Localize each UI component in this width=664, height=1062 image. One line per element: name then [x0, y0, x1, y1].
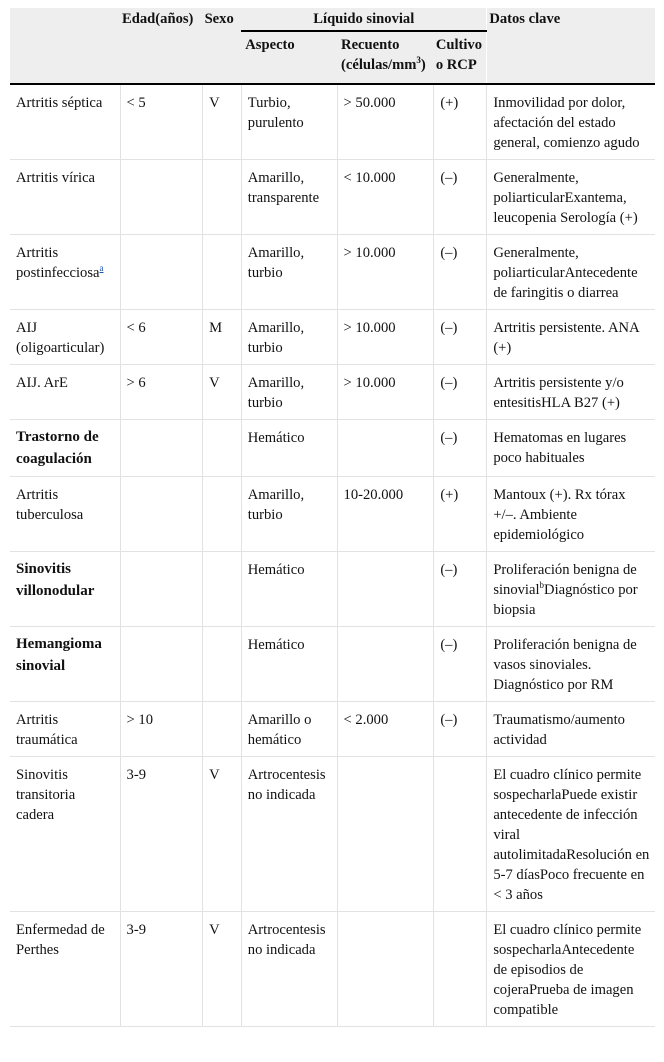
cell-sexo: [203, 235, 242, 310]
cell-datos: [487, 365, 655, 420]
cell-name-text: Sinovitis villonodular: [16, 561, 95, 599]
cell-edad: [120, 310, 203, 365]
table-row: [10, 702, 655, 757]
table-row: [10, 757, 655, 912]
cell-cultivo: [434, 160, 487, 235]
cell-recuento: [337, 310, 434, 365]
cell-aspecto-text: Hemático: [247, 562, 305, 578]
cell-cultivo-text: (–): [440, 320, 458, 336]
cell-recuento-text: < 10.000: [343, 170, 396, 186]
cell-datos-text: Artritis persistente y/o entesitisHLA B27 (+): [493, 375, 624, 411]
header-liquido-sinovial: Líquido sinovial: [241, 8, 487, 31]
cell-name-text: Enfermedad de Perthes: [16, 922, 105, 958]
cell-cultivo: [434, 310, 487, 365]
cell-sexo: [203, 310, 242, 365]
cell-datos-text: Generalmente, poliarticularExantema, leucopenia Serología (+): [493, 170, 638, 226]
cell-name: [10, 160, 120, 235]
cell-name-text: AIJ. ArE: [16, 375, 68, 391]
cell-datos: [487, 235, 655, 310]
cell-edad-text: < 5: [126, 95, 146, 111]
table-row: [10, 477, 655, 552]
cell-datos: [487, 552, 655, 627]
cell-aspecto: [241, 365, 337, 420]
cell-cultivo-text: (+): [440, 95, 459, 111]
cell-name-text: Artritis vírica: [16, 170, 96, 186]
cell-cultivo-text: (–): [440, 637, 458, 653]
cell-name: [10, 702, 120, 757]
cell-datos-text: Mantoux (+). Rx tórax +/–. Ambiente epidemiológico: [493, 487, 626, 543]
footnote-link[interactable]: a: [99, 263, 104, 274]
cell-sexo-text: V: [209, 767, 220, 783]
cell-name: [10, 84, 120, 160]
cell-sexo: [203, 477, 242, 552]
cell-cultivo-text: (–): [440, 562, 458, 578]
cell-datos-text: El cuadro clínico permite sospecharlaPuede existir antecedente de infección viral autolimitadaResolución en 5-7 díasPoco frecuente en < 3 años: [493, 767, 650, 903]
cell-recuento-text: > 10.000: [343, 245, 396, 261]
cell-cultivo: [434, 235, 487, 310]
cell-cultivo: [434, 757, 487, 912]
cell-recuento-text: > 10.000: [343, 375, 396, 391]
cell-cultivo-text: (–): [440, 375, 458, 391]
cell-name-text: Hemangioma sinovial: [16, 636, 102, 674]
cell-recuento-text: 10-20.000: [343, 487, 404, 503]
table-row: [10, 310, 655, 365]
cell-name-text: Trastorno de coagulación: [16, 429, 99, 467]
cell-cultivo-text: (–): [440, 170, 458, 186]
cell-sexo: [203, 160, 242, 235]
header-edad: Edad(años): [120, 8, 203, 84]
cell-cultivo-text: (–): [440, 712, 458, 728]
cell-cultivo: [434, 365, 487, 420]
header-sexo: Sexo: [203, 8, 242, 84]
cell-edad-text: 3-9: [126, 767, 146, 783]
table-row: [10, 420, 655, 477]
cell-recuento: [337, 552, 434, 627]
table-row: [10, 627, 655, 702]
cell-datos-text: El cuadro clínico permite sospecharlaAntecedente de episodios de cojeraPrueba de imagen compatible: [493, 922, 642, 1018]
cell-aspecto: [241, 420, 337, 477]
cell-datos: [487, 477, 655, 552]
cell-edad: [120, 912, 203, 1027]
header-recuento: [337, 31, 434, 84]
cell-datos-text: Traumatismo/aumento actividad: [493, 712, 625, 748]
cell-name: [10, 912, 120, 1027]
table-row: [10, 552, 655, 627]
cell-datos: [487, 420, 655, 477]
cell-edad: [120, 627, 203, 702]
cell-name: [10, 757, 120, 912]
cell-datos: [487, 84, 655, 160]
cell-edad: [120, 477, 203, 552]
cell-recuento-text: < 2.000: [343, 712, 389, 728]
cell-datos: [487, 627, 655, 702]
cell-name-text: AIJ (oligoarticular): [16, 320, 105, 356]
cell-edad: [120, 757, 203, 912]
cell-aspecto-text: Turbio, purulento: [247, 95, 304, 131]
table-row: [10, 365, 655, 420]
cell-name: [10, 627, 120, 702]
cell-aspecto: [241, 310, 337, 365]
cell-cultivo: [434, 552, 487, 627]
cell-datos: [487, 160, 655, 235]
cell-aspecto: [241, 235, 337, 310]
table-row: [10, 912, 655, 1027]
table-row: [10, 84, 655, 160]
cell-edad: [120, 365, 203, 420]
footnote-marker: b: [539, 580, 545, 591]
cell-datos-text: Inmovilidad por dolor, afectación del estado general, comienzo agudo: [493, 95, 640, 151]
cell-edad-text: < 6: [126, 320, 146, 336]
cell-recuento-text: > 10.000: [343, 320, 396, 336]
cell-sexo: [203, 702, 242, 757]
cell-aspecto-text: Hemático: [247, 637, 305, 653]
cell-cultivo: [434, 420, 487, 477]
cell-datos-text: Proliferación benigna de sinovial: [493, 562, 637, 598]
cell-cultivo-text: (–): [440, 430, 458, 446]
cell-datos-text: Artritis persistente. ANA (+): [493, 320, 639, 356]
table-row: [10, 160, 655, 235]
cell-aspecto-text: Artrocentesis no indicada: [247, 922, 326, 958]
cell-datos: [487, 310, 655, 365]
cell-aspecto-text: Amarillo, turbio: [247, 487, 305, 523]
cell-edad: [120, 702, 203, 757]
cell-aspecto: [241, 84, 337, 160]
cell-recuento: [337, 912, 434, 1027]
cell-sexo: [203, 757, 242, 912]
cell-cultivo: [434, 477, 487, 552]
table-body: [10, 84, 655, 1027]
cell-datos-text: Proliferación benigna de vasos sinoviales. Diagnóstico por RM: [493, 637, 637, 693]
cell-sexo: [203, 627, 242, 702]
cell-name: [10, 420, 120, 477]
cell-cultivo: [434, 627, 487, 702]
cell-cultivo-text: (–): [440, 245, 458, 261]
cell-edad: [120, 160, 203, 235]
cell-aspecto: [241, 477, 337, 552]
cell-aspecto: [241, 627, 337, 702]
cell-aspecto: [241, 912, 337, 1027]
cell-sexo-text: V: [209, 922, 220, 938]
cell-aspecto-text: Amarillo, turbio: [247, 320, 305, 356]
cell-edad-text: 3-9: [126, 922, 146, 938]
cell-recuento: [337, 420, 434, 477]
cell-datos-text-cont: Diagnóstico por biopsia: [493, 582, 638, 618]
cell-recuento: [337, 84, 434, 160]
cell-sexo-text: M: [209, 320, 223, 336]
cell-sexo: [203, 912, 242, 1027]
cell-edad-text: > 6: [126, 375, 146, 391]
header-recuento-c: ): [420, 57, 426, 73]
cell-aspecto-text: Amarillo, transparente: [247, 170, 320, 206]
cell-name-text: Artritis postinfecciosa: [16, 245, 100, 281]
cell-edad: [120, 235, 203, 310]
header-cultivo: Cultivo o RCP: [434, 31, 487, 84]
cell-aspecto-text: Amarillo, turbio: [247, 375, 305, 411]
cell-datos-text: Hematomas en lugares poco habituales: [493, 430, 627, 466]
cell-recuento: [337, 757, 434, 912]
cell-name: [10, 477, 120, 552]
cell-aspecto: [241, 702, 337, 757]
header-recuento-a: Recuento: [341, 37, 400, 53]
cell-cultivo-text: (+): [440, 487, 459, 503]
cell-edad: [120, 84, 203, 160]
cell-datos: [487, 757, 655, 912]
cell-name: [10, 310, 120, 365]
cell-recuento: [337, 365, 434, 420]
cell-name-text: Artritis traumática: [16, 712, 78, 748]
cell-name-text: Artritis séptica: [16, 95, 103, 111]
diagnostico-diferencial-table: [10, 8, 655, 1027]
header-aspecto: Aspecto: [241, 31, 337, 84]
header-enfermedad: [10, 8, 120, 84]
cell-name-text: Artritis tuberculosa: [16, 487, 84, 523]
cell-recuento: [337, 702, 434, 757]
cell-name: [10, 552, 120, 627]
cell-datos: [487, 702, 655, 757]
cell-name-text: Sinovitis transitoria cadera: [16, 767, 76, 823]
cell-cultivo: [434, 912, 487, 1027]
cell-sexo-text: V: [209, 375, 220, 391]
cell-aspecto-text: Artrocentesis no indicada: [247, 767, 326, 803]
cell-sexo: [203, 365, 242, 420]
cell-sexo: [203, 84, 242, 160]
cell-datos: [487, 912, 655, 1027]
table-row: [10, 235, 655, 310]
header-recuento-sup: 3: [416, 55, 421, 66]
cell-name: [10, 365, 120, 420]
cell-cultivo: [434, 702, 487, 757]
cell-edad: [120, 420, 203, 477]
cell-aspecto-text: Hemático: [247, 430, 305, 446]
cell-edad-text: > 10: [126, 712, 154, 728]
header-row-top: [10, 8, 655, 31]
cell-aspecto-text: Amarillo o hemático: [247, 712, 312, 748]
cell-recuento: [337, 235, 434, 310]
cell-name: [10, 235, 120, 310]
cell-recuento: [337, 627, 434, 702]
cell-datos-text: Generalmente, poliarticularAntecedente de faringitis o diarrea: [493, 245, 638, 301]
header-recuento-b: (células/mm: [341, 57, 417, 73]
cell-recuento-text: > 50.000: [343, 95, 396, 111]
cell-cultivo: [434, 84, 487, 160]
header-datos-clave: Datos clave: [487, 8, 655, 84]
cell-aspecto: [241, 757, 337, 912]
cell-sexo: [203, 552, 242, 627]
cell-sexo-text: V: [209, 95, 220, 111]
cell-aspecto-text: Amarillo, turbio: [247, 245, 305, 281]
cell-recuento: [337, 160, 434, 235]
cell-sexo: [203, 420, 242, 477]
cell-aspecto: [241, 552, 337, 627]
cell-recuento: [337, 477, 434, 552]
cell-aspecto: [241, 160, 337, 235]
cell-edad: [120, 552, 203, 627]
